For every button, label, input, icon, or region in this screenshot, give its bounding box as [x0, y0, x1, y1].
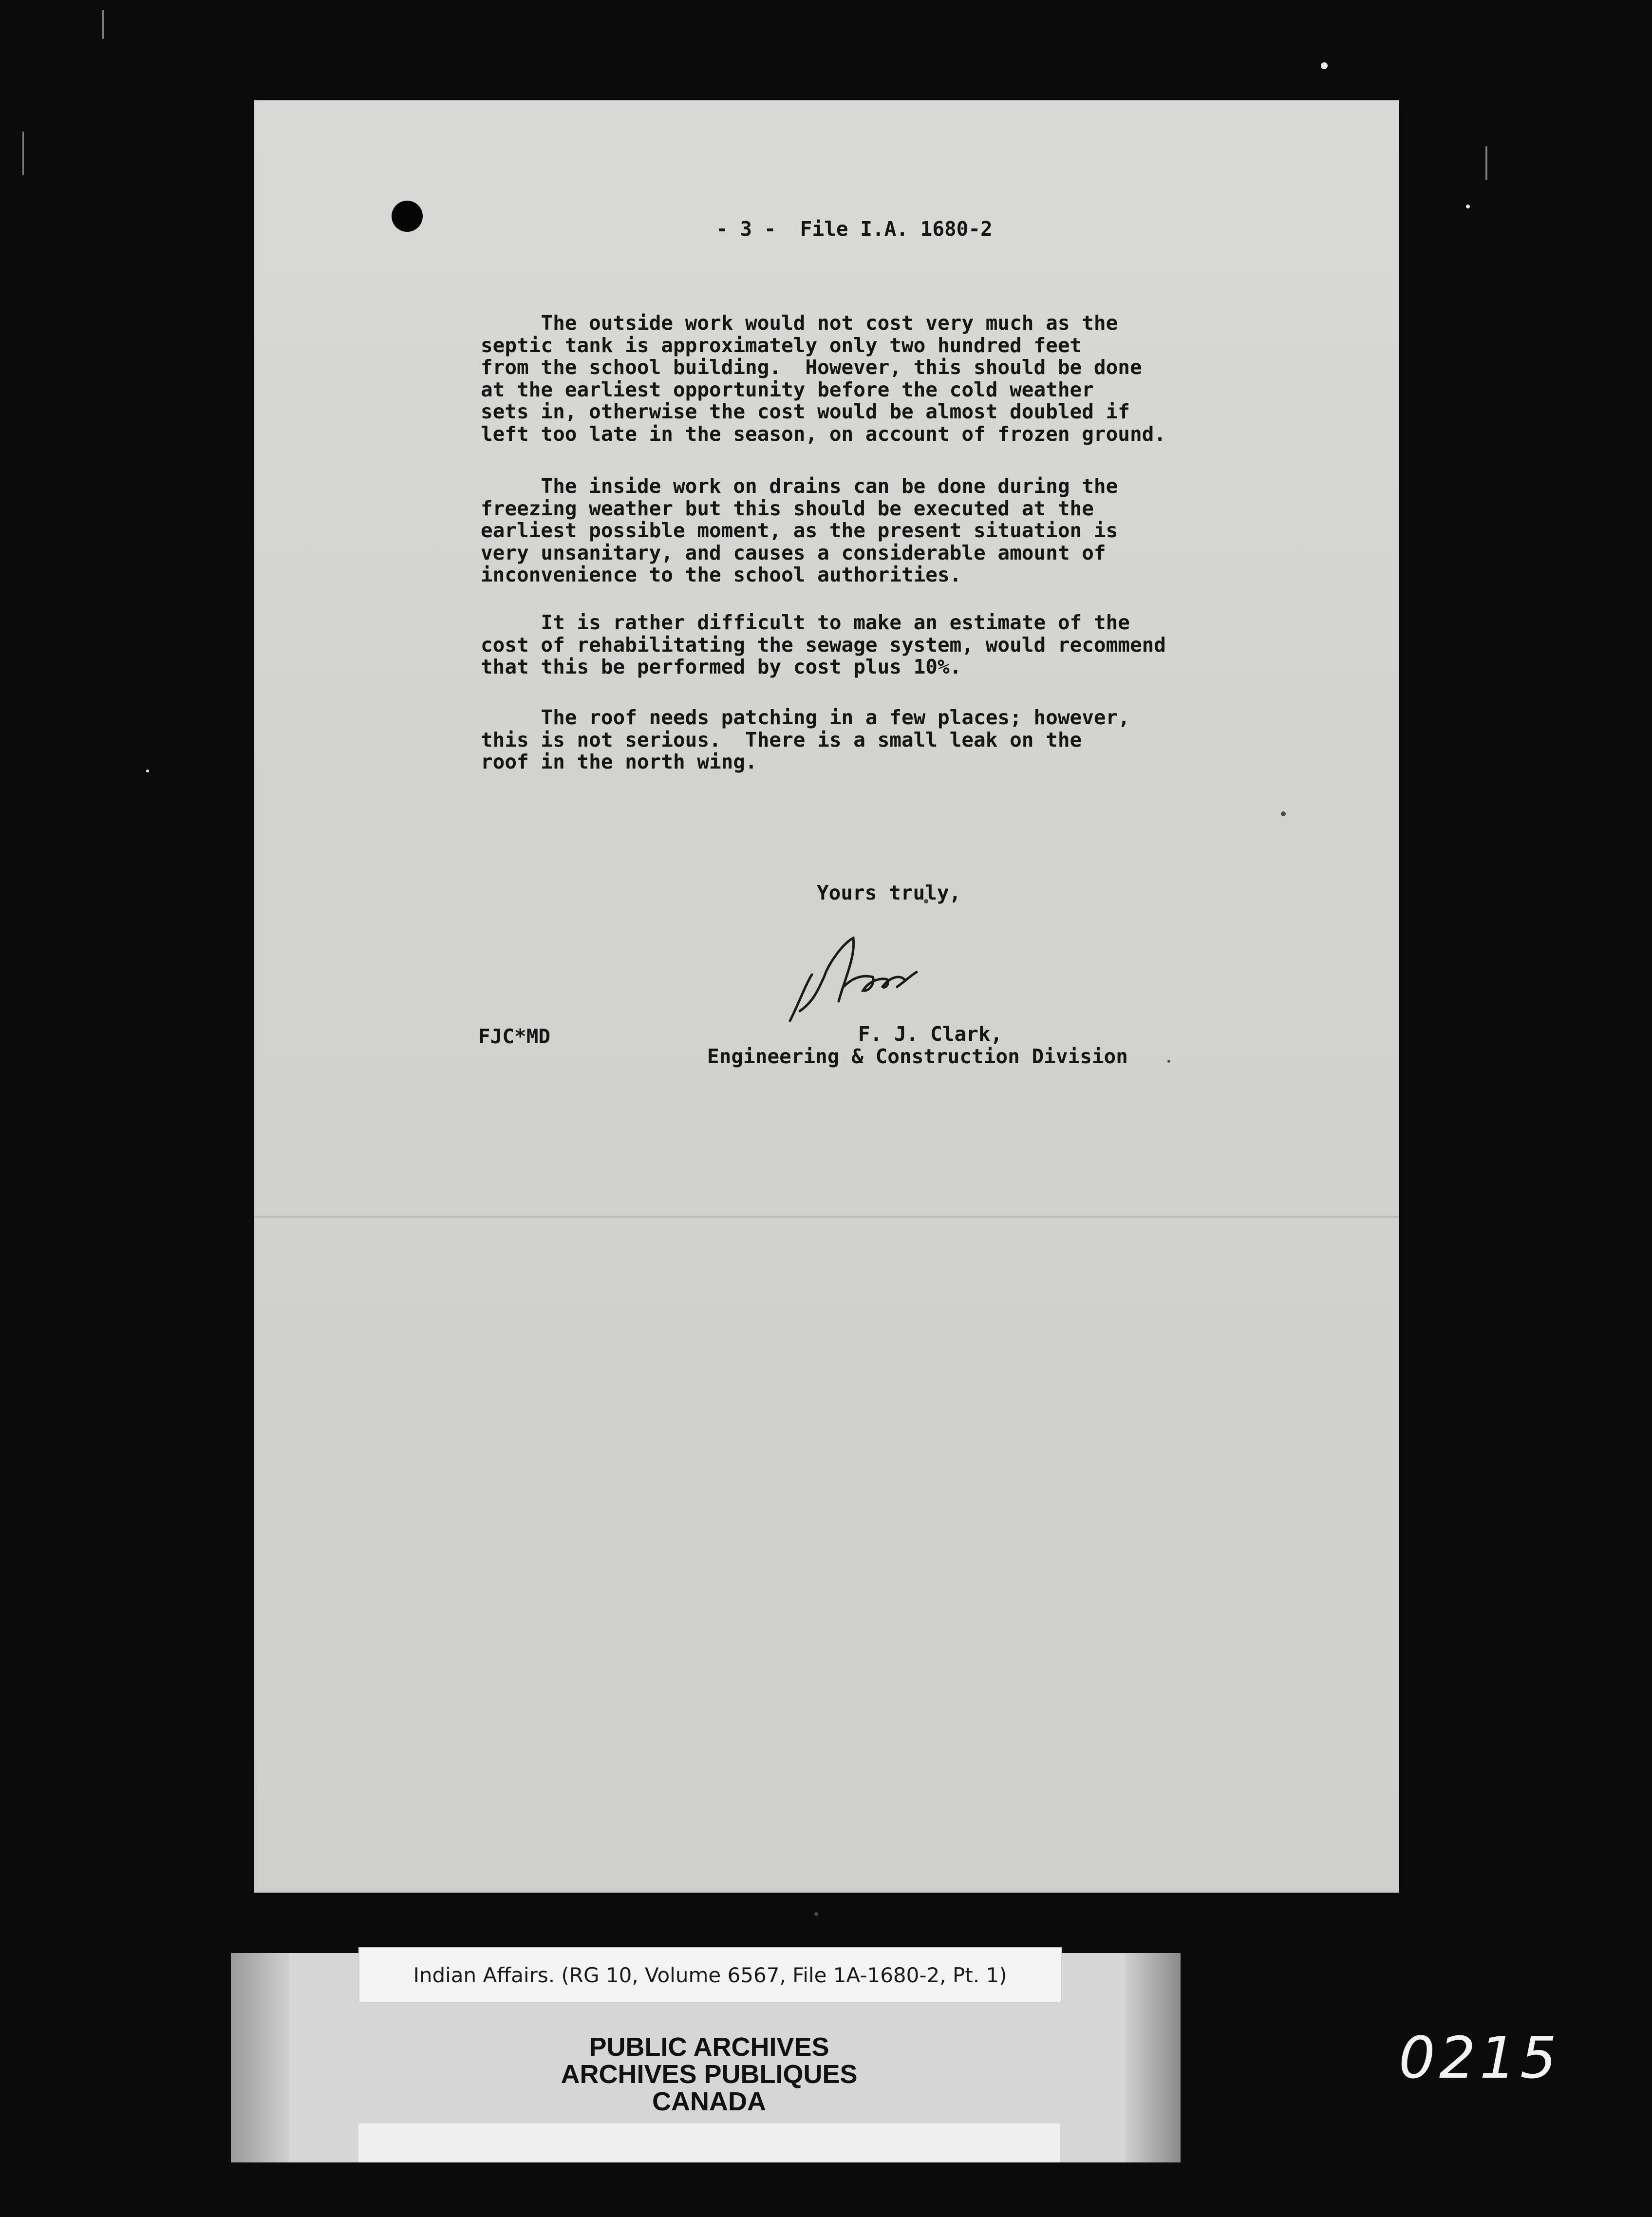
signature — [770, 928, 931, 1026]
film-speck — [1321, 62, 1328, 69]
frame-number: 0215 — [1398, 2024, 1561, 2091]
archive-label-line-3: CANADA — [652, 2087, 766, 2116]
punch-hole — [392, 201, 423, 232]
page-speck — [1167, 1060, 1170, 1063]
film-speck — [1466, 205, 1470, 208]
letter-page — [254, 100, 1399, 1893]
paragraph-2: The inside work on drains can be done during the freezing weather but this should be executed at the earliest possible moment, as the present situation is very unsanitary, and causes a considerable amount of inconvenience to the school authorities. — [481, 474, 1118, 586]
page-speck — [814, 1912, 818, 1916]
archive-label-line-1: PUBLIC ARCHIVES — [589, 2032, 829, 2062]
archive-label-line-2: ARCHIVES PUBLIQUES — [561, 2060, 858, 2089]
archive-card-edge — [1125, 1953, 1181, 2162]
paragraph-1: The outside work would not cost very much as the septic tank is approximately only two hundred feet from the school building. However, this should be done at the earliest opportunity before the cold weather sets in, otherwise the cost would be almost doubled if left too late in the season, on account of frozen ground. — [481, 311, 1166, 446]
film-scratch — [1485, 146, 1487, 180]
film-scratch — [22, 132, 24, 175]
paragraph-4: The roof needs patching in a few places; however, this is not serious. There is a small leak on the roof in the north wing. — [481, 706, 1130, 773]
archive-card-edge — [231, 1953, 289, 2162]
closing: Yours truly, — [817, 881, 961, 904]
archive-label — [358, 2033, 1060, 2115]
archive-bottom-strip — [358, 2123, 1060, 2162]
typist-initials: FJC*MD — [478, 1025, 551, 1048]
citation-box — [358, 1947, 1062, 2003]
page-speck — [1281, 811, 1286, 816]
film-scratch — [102, 10, 104, 39]
signatory-division: Engineering & Construction Division — [707, 1045, 1128, 1068]
page-header: - 3 - File I.A. 1680-2 — [716, 217, 993, 241]
citation-text: Indian Affairs. (RG 10, Volume 6567, File 1A-1680-2, Pt. 1) — [413, 1963, 1007, 1987]
paragraph-3: It is rather difficult to make an estimate of the cost of rehabilitating the sewage system, would recommend that this be performed by cost plus 10%. — [481, 611, 1166, 678]
film-speck — [146, 770, 149, 772]
signatory-name: F. J. Clark, — [858, 1022, 1003, 1046]
page-fold — [254, 1216, 1399, 1218]
